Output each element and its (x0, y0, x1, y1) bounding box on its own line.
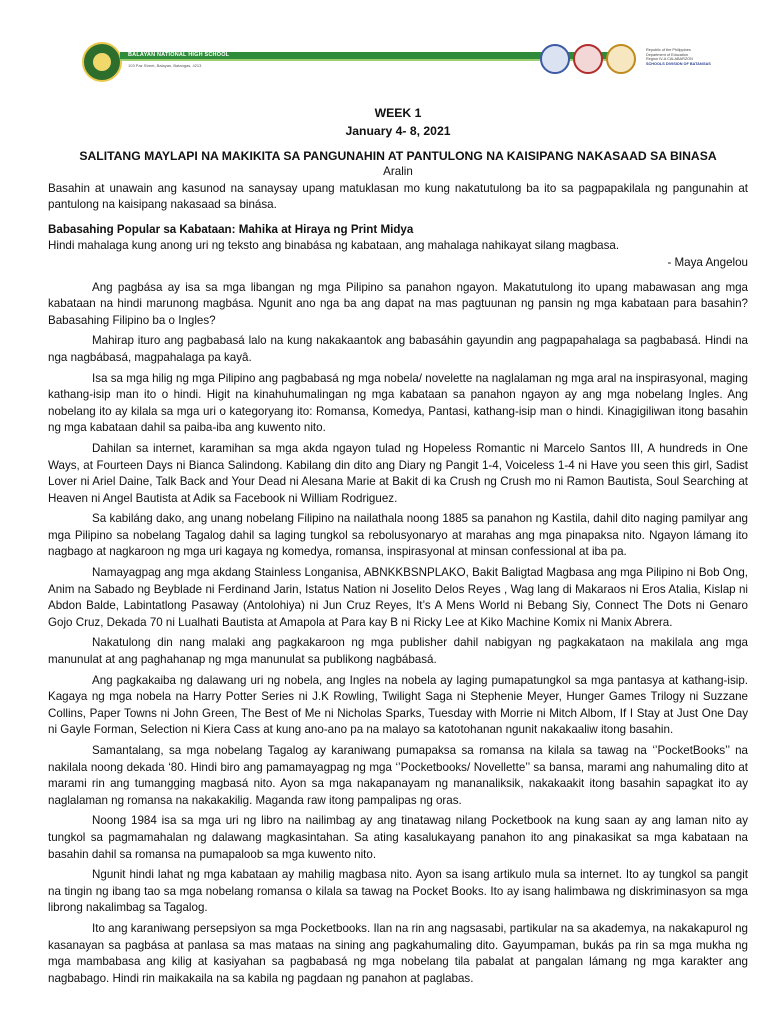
essay-paragraph: Noong 1984 isa sa mga uri ng libro na nailimbag ay ang tinatawag nilang Pocketbook na kung saan ay ang laman nito ay tungkol sa pagmamahalan ng dalawang magkasintahan. Sa ating kasalukayang panahon ito ang pinakasikat sa mga kabataan na basahin dahil sa romansa na pumapaloob sa mga kuwento nito. (48, 814, 748, 861)
instruction-text: Basahin at unawain ang kasunod na sanaysay upang matuklasan mo kung nakatutulong ba ito sa pagpapakilala ng pangunahin at pantulong na kaisipang nakasaad sa binása. (48, 181, 748, 212)
essay-paragraph: Namayagpag ang mga akdang Stainless Longanisa, ABNKKBSNPLAKO, Bakit Baligtad Magbasa ang mga Pilipino ni Bob Ong, Anim na Sabado ng Beyblade ni Ferdinand Jarin, Istatus Nation ni Joselito Delos Reyes , Wag lang di Makaraos ni Eros Atalia, Kislap ni Abdon Balde, Labintatlong Pasaway (Antolohiya) ni Jun Cruz Reyes, It’s A Mens World ni Bebang Siy, Connect The Dots ni Genaro Gojo Cruz, Dekada 70 ni Lualhati Bautista at Amapola at Para kay B ni Ricky Lee at Kiko Machine Komix ni Manix Abrera. (48, 566, 748, 629)
deped-line: Republic of the Philippines (646, 48, 691, 52)
quote-author: - Maya Angelou (667, 255, 748, 269)
school-name: BALAYAN NATIONAL HIGH SCHOOL (128, 52, 230, 58)
header-band-accent (120, 59, 608, 61)
region-seal-icon (573, 44, 603, 74)
essay-title: Babasahing Popular sa Kabataan: Mahika at Hiraya ng Print Midya (48, 222, 414, 236)
lesson-title: SALITANG MAYLAPI NA MAKIKITA SA PANGUNAHIN AT PANTULONG NA KAISIPANG NAKASAAD SA BINASA (79, 149, 717, 163)
school-seal-icon (82, 42, 122, 82)
deped-line: Region IV-A CALABARZON (646, 57, 693, 61)
essay-paragraph: Ngunit hindi lahat ng mga kabataan ay mahilig magbasa nito. Ayon sa isang artikulo mula sa internet. Ito ay tungkol sa pangit na tingin ng ibang tao sa mga nobelang romansa o kilala sa tawag na Pocket Books. Ito ay isang halimbawa ng diskriminasyon sa mga librong nakalimbag sa Tagalog. (48, 868, 748, 915)
date-range: January 4- 8, 2021 (345, 124, 451, 138)
essay-paragraph: Samantalang, sa mga nobelang Tagalog ay karaniwang pumapaksa sa romansa na kilala sa tawag na ‘’PocketBooks’’ na nakilala noong dekada ‘80. Hindi biro ang pamamayagpag ng mga ‘’Pocketbooks/ Novellette’’ sa bansa, marami ang nahumaling dito at marami rin ang tumangging magbasá nito. Ayon sa mga nakapanayam ng mananaliksik, nakakaakit itong basahin sapagkat ito ay naglalaman ng romansa na nakakakilig. Maganda raw itong pampalipas ng oras. (48, 744, 748, 807)
division-seal-icon (606, 44, 636, 74)
letterhead (0, 0, 768, 90)
deped-line: Department of Education (646, 52, 689, 57)
essay-paragraph: Isa sa mga hilig ng mga Pilipino ang pagbabasá ng mga nobela/ novelette na naglalaman ng mga aral na inspirasyonal, maging kathang-isip man ito o hindi. Higit na kinahuhumalingan ng mga kabataan sa panahon ngayon ay ang mga nobelang Ingles. Ang nobelang ito ay kilala sa mga uri o kategoryang ito: Romansa, Komedya, Pantasi, kathang-isip man o hindi. Kinagigiliwan itong basahin ng mga kabataan dahil sa paiba-iba ang kuwento nito. (48, 371, 748, 435)
essay-paragraph: Ang pagkakaiba ng dalawang uri ng nobela, ang Ingles na nobela ay laging pumapatungkol sa mga pantasya at kathang-isip. Kagaya ng mga nobela na Harry Potter Series ni J.K Rowling, Twilight Saga ni Stephenie Meyer, Hunger Games Trilogy ni Suzzane Collins, Paper Towns ni John Green, The Best of Me ni Nicholas Sparks, Tuesday with Morrie ni Mitch Albom, If I Stay at Just One Day ni Gayle Forman, Selection ni Kiera Cass at kung ano-ano pa na malayo sa katotohanan ngunit nakakaaliw itong basahin. (48, 673, 748, 737)
lesson-subtitle: Aralin (383, 165, 413, 178)
document-body (48, 104, 748, 991)
week-label: WEEK 1 (374, 106, 422, 120)
essay-paragraph: Ang pagbása ay isa sa mga libangan ng mga Pilipino sa panahon ngayon. Makatutulong ito upang mabawasan ang mga kabataan na hindi marunong magbása. Ngunit ano nga ba ang dapat na mas pagtuunan ng pansin ng mga kabataan para basahin? Babasahing Filipino ba o Ingles? (48, 280, 748, 327)
school-address: 103 Paz Street, Balayan, Batangas, 4213 (128, 63, 202, 68)
deped-seal-icon (540, 44, 570, 74)
deped-division: SCHOOLS DIVISION OF BATANGAS (646, 61, 711, 66)
essay-paragraph: Nakatulong din nang malaki ang pagkakaroon ng mga publisher dahil nabigyan ng pagkakataon na makilala ang mga manunulat at ang paghahanap ng mga manunulat sa publikong nagbábasá. (48, 636, 748, 667)
quote-text: Hindi mahalaga kung anong uri ng teksto ang binabása ng kabataan, ang mahalaga nahikayat silang magbasa. (48, 239, 620, 253)
essay-paragraph: Dahilan sa internet, karamihan sa mga akda ngayon tulad ng Hopeless Romantic ni Marcelo Santos III, A hundreds in One Ways, at Fourteen Days ni Bianca Salindong. Kabilang din dito ang Diary ng Pangit 1-4, Voiceless 1-4 ni Have you seen this girl, Sadist Lover ni Ariel Daine, Talk Back and Your Dead ni Alesana Marie at Bakit di ka Crush ng Crush mo ni Ramon Bautista, Soul Searching at Heaven ni Angel Bautista at Adik sa Facebook ni William Rodriguez. (48, 441, 748, 505)
essay-paragraph: Mahirap ituro ang pagbabasá lalo na kung nakakaantok ang babasáhin gayundin ang pagpapahalaga sa pagbabasá. Hindi na nga nagbábasá, magpahalaga pa kayâ. (48, 334, 748, 364)
essay-paragraph: Sa kabiláng dako, ang unang nobelang Filipino na nailathala noong 1885 sa panahon ng Kastila, dahil dito naging pamilyar ang mga Pilipino sa nobelang Tagalog dahil sa laging tungkol sa rebolusyonaryo at marahas ang mga pinapaksa nito. Ngayon lámang ito nagbago at nagkaroon ng mga uri kagaya ng komedya, romansa, inspirasyonal at minsan confessional at iba pa. (48, 512, 748, 559)
essay-paragraph: Ito ang karaniwang persepsiyon sa mga Pocketbooks. Ilan na rin ang nagsasabi, partikular na sa akademya, na nakakapurol ng kasanayan sa pagbása at panlasa sa mas mataas na sining ang pagkahumaling dito. Gayumpaman, bukás pa rin sa mga mukha ng mga mambabasa ang kilig at kasiyahan sa pagbabasá ng mga nobelang tila pabalat at pangalan lámang ng mga karakter ang nagbabago. Hindi rin maikakaila na sa kabila ng pagdaan ng panahon at paglabas. (48, 921, 748, 985)
deped-text (646, 48, 711, 66)
